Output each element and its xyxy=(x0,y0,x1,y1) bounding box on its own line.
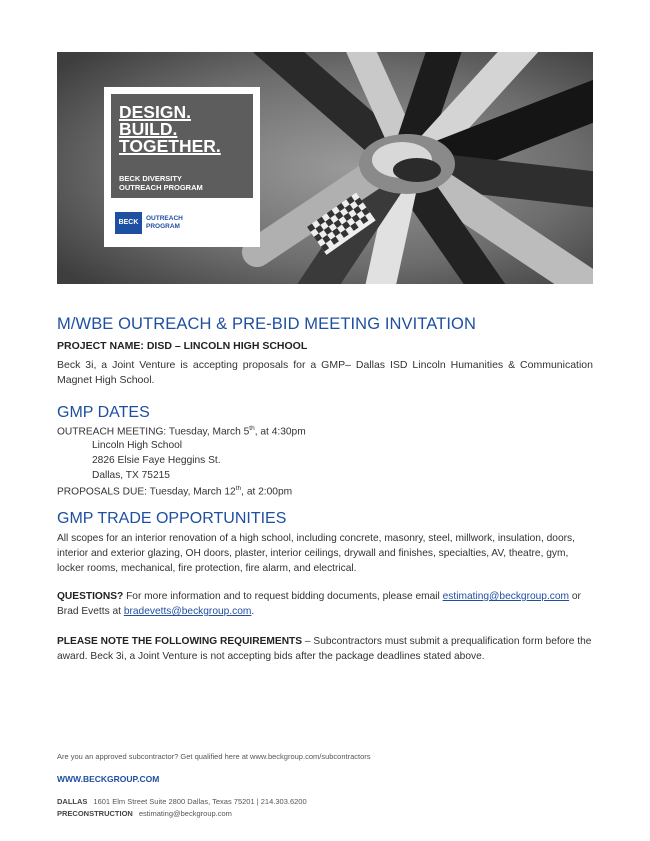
trades-heading: GMP TRADE OPPORTUNITIES xyxy=(57,510,287,527)
dallas-label: DALLAS xyxy=(57,797,88,806)
footer-preconstruction xyxy=(57,809,232,818)
meeting-time: , at 4:30pm xyxy=(254,426,306,438)
beck-logo: BECK xyxy=(115,212,142,234)
questions-text: or Brad Evetts at xyxy=(57,591,581,617)
badge-subtitle xyxy=(119,174,203,192)
address-line: Lincoln High School xyxy=(92,440,183,451)
address-line: 2826 Elsie Faye Heggins St. xyxy=(92,455,221,466)
outreach-meeting xyxy=(57,425,306,437)
logo-text-line: OUTREACH xyxy=(146,215,183,222)
badge-title-line: BUILD. xyxy=(119,119,178,139)
proposals-time: , at 2:00pm xyxy=(241,486,293,498)
questions-text: For more information and to request bidding documents, please email xyxy=(123,591,443,602)
program-badge xyxy=(104,87,260,247)
precon-label: PRECONSTRUCTION xyxy=(57,809,133,818)
badge-subtitle-line: OUTREACH PROGRAM xyxy=(119,183,203,192)
questions-label: QUESTIONS? xyxy=(57,591,124,602)
dates-heading: GMP DATES xyxy=(57,404,150,421)
meeting-text: OUTREACH MEETING: Tuesday, March 5 xyxy=(57,426,250,438)
estimating-email-link[interactable]: estimating@beckgroup.com xyxy=(442,591,570,602)
trades-paragraph: All scopes for an interior renovation of a high school, including concrete, masonry, steel, millwork, insulation, doors, interior and exterior glazing, OH doors, plaster, interior ceilings, drywall and finishes, specialties, AV, theatre, gym, locker rooms, mechanical, fire protection, fire alarm, and electrical. xyxy=(57,533,575,574)
project-name: PROJECT NAME: DISD – LINCOLN HIGH SCHOOL xyxy=(57,340,308,352)
precon-email: estimating@beckgroup.com xyxy=(138,809,232,818)
questions-text: . xyxy=(251,606,255,617)
badge-title-line: TOGETHER. xyxy=(119,136,221,156)
questions-paragraph xyxy=(57,589,593,619)
proposals-sup: th xyxy=(235,485,242,492)
logo-text xyxy=(146,215,183,230)
address-line: Dallas, TX 75215 xyxy=(92,470,170,481)
proposals-text: PROPOSALS DUE: Tuesday, March 12 xyxy=(57,486,236,498)
requirements-paragraph xyxy=(57,634,593,664)
meeting-sup: th xyxy=(249,425,255,432)
badge-subtitle-line: BECK DIVERSITY xyxy=(119,174,182,183)
proposals-due xyxy=(57,485,292,497)
dallas-address: 1601 Elm Street Suite 2800 Dallas, Texas 75201 | 214.303.6200 xyxy=(93,797,307,806)
footer-website[interactable]: WWW.BECKGROUP.COM xyxy=(57,774,160,784)
badge-panel xyxy=(111,94,253,198)
requirements-label: PLEASE NOTE THE FOLLOWING REQUIREMENTS xyxy=(57,636,303,647)
requirements-text: – Subcontractors must submit a prequalification form before the award. Beck 3i, a Joint Venture is not accepting bids after the package deadlines stated above. xyxy=(57,636,592,662)
badge-title-line: DESIGN. xyxy=(119,102,191,122)
intro-paragraph: Beck 3i, a Joint Venture is accepting proposals for a GMP– Dallas ISD Lincoln Humanities & Communication Magnet High School. xyxy=(57,359,593,386)
page-title: M/WBE OUTREACH & PRE-BID MEETING INVITATION xyxy=(57,315,476,333)
footer-note: Are you an approved subcontractor? Get qualified here at www.beckgroup.com/subcontractors xyxy=(57,752,371,761)
logo-text-line: PROGRAM xyxy=(146,222,180,230)
footer-dallas xyxy=(57,797,307,806)
badge-title xyxy=(119,104,221,155)
brad-email-link[interactable]: bradevetts@beckgroup.com xyxy=(123,606,252,617)
